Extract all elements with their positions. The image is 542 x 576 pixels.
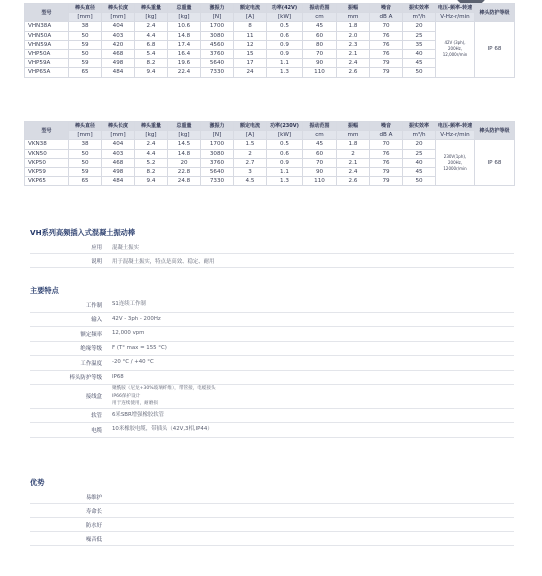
spec-table-vk-header xyxy=(25,122,515,131)
row-label: 输入 xyxy=(91,317,102,324)
value-cell: 70 xyxy=(303,49,337,58)
features-row xyxy=(30,313,514,328)
value-cell: 110 xyxy=(303,177,337,186)
value-cell: 59 xyxy=(69,40,102,49)
value-cell: 59 xyxy=(69,167,102,176)
value-cell: 7330 xyxy=(201,68,234,77)
value-cell: 70 xyxy=(370,22,403,31)
unit-cell: [A] xyxy=(234,131,267,140)
row-value: 用于混凝土振实，特点是高效、稳定、耐用 xyxy=(112,258,215,265)
column-header: 棒头防护等级 xyxy=(475,122,515,140)
column-header: 振动范围 xyxy=(303,122,337,131)
value-cell: 50 xyxy=(69,158,102,167)
value-cell: 45 xyxy=(403,167,436,176)
column-header: 棒头长度 xyxy=(102,122,135,131)
unit-cell: [mm] xyxy=(102,13,135,22)
column-header: 总重量 xyxy=(168,122,201,131)
value-cell: 8.2 xyxy=(135,167,168,176)
row-value xyxy=(112,374,124,382)
value-cell: 11 xyxy=(234,31,267,40)
table-row xyxy=(25,22,515,31)
value-cell: 1700 xyxy=(201,22,234,31)
value-cell: 70 xyxy=(303,158,337,167)
column-header: 额定电流 xyxy=(234,4,267,13)
unit-cell: dB A xyxy=(370,131,403,140)
features-list xyxy=(30,298,514,438)
row-value: 混凝土振实 xyxy=(112,244,139,251)
value-cell: 70 xyxy=(370,140,403,149)
column-header: 噪音 xyxy=(370,122,403,131)
row-label: 绝缘等级 xyxy=(80,346,102,353)
value-cell: 0.6 xyxy=(267,31,303,40)
value-cell: 3760 xyxy=(201,49,234,58)
product-info xyxy=(30,240,514,268)
value-cell: 60 xyxy=(303,149,337,158)
row-label: 工作制 xyxy=(85,302,102,309)
model-cell: VKP50 xyxy=(25,158,69,167)
row-label: 电缆 xyxy=(91,427,102,434)
column-header: 棒头重量 xyxy=(135,4,168,13)
value-cell: 90 xyxy=(303,167,337,176)
value-cell: 1.8 xyxy=(337,22,370,31)
value-cell: 2 xyxy=(234,149,267,158)
unit-cell: [kg] xyxy=(168,13,201,22)
unit-cell: [mm] xyxy=(69,13,102,22)
row-value xyxy=(112,330,144,338)
unit-cell: cm xyxy=(303,13,337,22)
voltage-line: 42V (3ph), xyxy=(444,40,466,46)
value-cell: 25 xyxy=(403,31,436,40)
value-cell: 2.1 xyxy=(337,49,370,58)
value-line: IP66保护设计 xyxy=(112,393,141,399)
value-cell: 2.6 xyxy=(337,177,370,186)
value-cell: 35 xyxy=(403,40,436,49)
value-cell: 2 xyxy=(337,149,370,158)
voltage-line: 12000r/min xyxy=(443,165,467,171)
column-header: 棒头长度 xyxy=(102,4,135,13)
value-cell: 40 xyxy=(403,49,436,58)
value-cell: 50 xyxy=(69,149,102,158)
value-cell: 2.4 xyxy=(337,167,370,176)
value-cell: 79 xyxy=(370,68,403,77)
value-cell: 14.8 xyxy=(168,31,201,40)
model-cell: VHP65A xyxy=(25,68,69,77)
features-row xyxy=(30,409,514,424)
voltage-frequency-cell xyxy=(436,140,475,186)
unit-cell: [kW] xyxy=(267,13,303,22)
value-cell: 38 xyxy=(69,140,102,149)
value-line: 10米橡胶电缆，带插头（42V,3相,IP44） xyxy=(112,426,213,432)
model-cell: VKP59 xyxy=(25,167,69,176)
column-header: 功率(230V) xyxy=(267,122,303,131)
column-header: 棒头直径 xyxy=(69,122,102,131)
voltage-line: 200Hz, xyxy=(447,46,462,52)
voltage-line: 230V(1ph), xyxy=(443,153,467,159)
value-cell: 3080 xyxy=(201,31,234,40)
value-cell: 4.4 xyxy=(135,31,168,40)
row-value xyxy=(112,345,167,353)
unit-cell: V-Hz-r/min xyxy=(436,131,475,140)
value-cell: 1.1 xyxy=(267,167,303,176)
unit-cell: dB A xyxy=(370,13,403,22)
unit-cell: [N] xyxy=(201,13,234,22)
row-label: 噪音低 xyxy=(85,536,102,543)
value-cell: 16.4 xyxy=(168,49,201,58)
column-header: 型号 xyxy=(25,122,69,140)
value-cell: 1.3 xyxy=(267,177,303,186)
advantages-row xyxy=(30,532,514,546)
unit-cell: [kg] xyxy=(135,13,168,22)
advantages-row xyxy=(30,504,514,518)
row-value xyxy=(112,426,213,434)
value-cell: 8.2 xyxy=(135,59,168,68)
value-cell: 2.0 xyxy=(337,31,370,40)
column-header: 激振力 xyxy=(201,4,234,13)
column-header: 振幅 xyxy=(337,4,370,13)
value-cell: 76 xyxy=(370,49,403,58)
column-header: 电压-频率-转速 xyxy=(436,122,475,131)
spec-table-vh-header xyxy=(25,4,515,13)
voltage-frequency-cell xyxy=(436,22,475,77)
value-line: IP68 xyxy=(112,373,124,380)
voltage-line: 12,000r/min xyxy=(442,52,468,58)
unit-cell: [mm] xyxy=(69,131,102,140)
value-cell: 9.4 xyxy=(135,177,168,186)
unit-cell: [A] xyxy=(234,13,267,22)
value-cell: 3 xyxy=(234,167,267,176)
value-cell: 2.4 xyxy=(135,22,168,31)
voltage-line: 200Hz, xyxy=(447,159,462,165)
value-cell: 5640 xyxy=(201,167,234,176)
value-cell: 403 xyxy=(102,149,135,158)
value-line: 聚酰胺（尼龙+30%玻璃纤维），带管接，电缆接头 xyxy=(112,386,216,391)
value-cell: 40 xyxy=(403,158,436,167)
value-cell: 76 xyxy=(370,31,403,40)
row-label: 说明 xyxy=(91,258,102,265)
unit-cell: m³/h xyxy=(403,13,436,22)
value-cell: 8 xyxy=(234,22,267,31)
features-row xyxy=(30,385,514,409)
value-cell: 6.8 xyxy=(135,40,168,49)
unit-cell: V-Hz-r/min xyxy=(436,13,475,22)
row-label: 寿命长 xyxy=(85,508,102,515)
row-label: 棒头防护等级 xyxy=(69,375,102,382)
value-line: S1连续工作制 xyxy=(112,301,146,307)
value-cell: 38 xyxy=(69,22,102,31)
value-cell: 80 xyxy=(303,40,337,49)
value-cell: 1.5 xyxy=(234,140,267,149)
value-cell: 1.3 xyxy=(267,68,303,77)
column-header: 振实效率 xyxy=(403,122,436,131)
model-cell: VHN38A xyxy=(25,22,69,31)
value-line: 用于连续使用，耐磨损 xyxy=(112,401,158,406)
row-value xyxy=(112,301,146,309)
value-cell: 24 xyxy=(234,68,267,77)
value-cell: 50 xyxy=(403,177,436,186)
model-cell: VHP50A xyxy=(25,49,69,58)
row-label: 应用 xyxy=(91,244,102,251)
row-value xyxy=(112,385,216,408)
value-cell: 20 xyxy=(403,140,436,149)
value-cell: 90 xyxy=(303,59,337,68)
value-cell: 59 xyxy=(69,59,102,68)
value-cell: 76 xyxy=(370,149,403,158)
spec-table-vk xyxy=(24,121,515,186)
value-cell: 484 xyxy=(102,177,135,186)
value-cell: 15 xyxy=(234,49,267,58)
column-header: 激振力 xyxy=(201,122,234,131)
column-header: 振实效率 xyxy=(403,4,436,13)
model-cell: VHN59A xyxy=(25,40,69,49)
value-cell: 5.2 xyxy=(135,158,168,167)
column-header: 棒头直径 xyxy=(69,4,102,13)
model-cell: VHP59A xyxy=(25,59,69,68)
column-header: 电压-频率-转速 xyxy=(436,4,475,13)
value-cell: 20 xyxy=(168,158,201,167)
column-header: 总重量 xyxy=(168,4,201,13)
value-cell: 498 xyxy=(102,167,135,176)
row-label: 额定频率 xyxy=(80,331,102,338)
value-cell: 60 xyxy=(303,31,337,40)
value-cell: 9.4 xyxy=(135,68,168,77)
value-cell: 0.9 xyxy=(267,40,303,49)
value-cell: 76 xyxy=(370,158,403,167)
value-cell: 19.6 xyxy=(168,59,201,68)
unit-cell: m³/h xyxy=(403,131,436,140)
advantages-row xyxy=(30,490,514,504)
unit-cell: [kg] xyxy=(135,131,168,140)
product-row xyxy=(30,240,514,254)
value-cell: 1700 xyxy=(201,140,234,149)
value-cell: 1.8 xyxy=(337,140,370,149)
value-cell: 50 xyxy=(403,68,436,77)
value-cell: 76 xyxy=(370,40,403,49)
table-row xyxy=(25,140,515,149)
features-title: 主要特点 xyxy=(30,286,59,295)
column-header: 振动范围 xyxy=(303,4,337,13)
value-cell: 0.9 xyxy=(267,49,303,58)
value-cell: 0.5 xyxy=(267,140,303,149)
protection-cell: IP 68 xyxy=(475,22,515,77)
value-cell: 2.3 xyxy=(337,40,370,49)
value-line: F (T° max = 155 °C) xyxy=(112,344,167,351)
value-cell: 65 xyxy=(69,177,102,186)
value-cell: 1.1 xyxy=(267,59,303,68)
value-cell: 4.4 xyxy=(135,149,168,158)
column-header: 噪音 xyxy=(370,4,403,13)
value-cell: 22.4 xyxy=(168,68,201,77)
value-cell: 50 xyxy=(69,49,102,58)
value-cell: 3760 xyxy=(201,158,234,167)
advantages-title: 优势 xyxy=(30,478,45,487)
row-label: 工作温度 xyxy=(80,360,102,367)
value-cell: 17 xyxy=(234,59,267,68)
value-cell: 484 xyxy=(102,68,135,77)
value-cell: 45 xyxy=(303,22,337,31)
row-label: 易维护 xyxy=(85,494,102,501)
value-cell: 50 xyxy=(69,31,102,40)
value-cell: 2.7 xyxy=(234,158,267,167)
value-cell: 468 xyxy=(102,49,135,58)
row-value xyxy=(112,316,161,324)
model-cell: VKN50 xyxy=(25,149,69,158)
column-header: 功率(42V) xyxy=(267,4,303,13)
advantages-row xyxy=(30,518,514,532)
value-cell: 45 xyxy=(403,59,436,68)
unit-cell: [kW] xyxy=(267,131,303,140)
row-label: 防水好 xyxy=(85,522,102,529)
product-title: VH系列高频插入式混凝土振动棒 xyxy=(30,228,136,237)
unit-cell: mm xyxy=(337,131,370,140)
unit-cell: cm xyxy=(303,131,337,140)
value-cell: 3080 xyxy=(201,149,234,158)
value-cell: 10.6 xyxy=(168,22,201,31)
value-cell: 7330 xyxy=(201,177,234,186)
value-cell: 25 xyxy=(403,149,436,158)
value-cell: 22.8 xyxy=(168,167,201,176)
value-line: 12,000 vpm xyxy=(112,330,145,336)
value-cell: 110 xyxy=(303,68,337,77)
value-cell: 45 xyxy=(303,140,337,149)
value-cell: 5640 xyxy=(201,59,234,68)
column-header: 棒头重量 xyxy=(135,122,168,131)
features-row xyxy=(30,371,514,386)
protection-cell: IP 68 xyxy=(475,140,515,186)
value-cell: 4560 xyxy=(201,40,234,49)
value-cell: 79 xyxy=(370,167,403,176)
column-header: 棒头防护等级 xyxy=(475,4,515,22)
value-cell: 2.6 xyxy=(337,68,370,77)
value-cell: 498 xyxy=(102,59,135,68)
spec-table-vh-units xyxy=(25,13,515,22)
advantages-list xyxy=(30,490,514,546)
value-line: 42V - 3ph - 200Hz xyxy=(112,315,161,322)
value-cell: 14.5 xyxy=(168,140,201,149)
value-cell: 5.4 xyxy=(135,49,168,58)
unit-cell: [kg] xyxy=(168,131,201,140)
value-cell: 2.1 xyxy=(337,158,370,167)
value-cell: 0.9 xyxy=(267,158,303,167)
value-cell: 20 xyxy=(403,22,436,31)
value-cell: 468 xyxy=(102,158,135,167)
spec-table-vk-units xyxy=(25,131,515,140)
product-row xyxy=(30,254,514,268)
row-label: 接线盒 xyxy=(85,394,102,401)
value-cell: 79 xyxy=(370,177,403,186)
value-cell: 404 xyxy=(102,22,135,31)
value-cell: 2.4 xyxy=(135,140,168,149)
model-cell: VHN50A xyxy=(25,31,69,40)
column-header: 型号 xyxy=(25,4,69,22)
value-cell: 0.5 xyxy=(267,22,303,31)
model-cell: VKP65 xyxy=(25,177,69,186)
value-cell: 420 xyxy=(102,40,135,49)
value-cell: 404 xyxy=(102,140,135,149)
row-value xyxy=(112,359,154,367)
model-cell: VKN38 xyxy=(25,140,69,149)
unit-cell: [N] xyxy=(201,131,234,140)
value-cell: 24.8 xyxy=(168,177,201,186)
column-header: 额定电流 xyxy=(234,122,267,131)
value-cell: 14.8 xyxy=(168,149,201,158)
value-cell: 2.4 xyxy=(337,59,370,68)
features-row xyxy=(30,342,514,357)
features-row xyxy=(30,298,514,313)
spec-table-vh xyxy=(24,3,515,78)
value-line: -20 °C / +40 °C xyxy=(112,359,154,365)
row-label: 软管 xyxy=(91,413,102,420)
value-cell: 403 xyxy=(102,31,135,40)
value-cell: 4.5 xyxy=(234,177,267,186)
value-cell: 79 xyxy=(370,59,403,68)
row-value xyxy=(112,412,164,420)
value-cell: 12 xyxy=(234,40,267,49)
unit-cell: mm xyxy=(337,13,370,22)
features-row xyxy=(30,327,514,342)
unit-cell: [mm] xyxy=(102,131,135,140)
value-cell: 65 xyxy=(69,68,102,77)
value-cell: 0.6 xyxy=(267,149,303,158)
features-row xyxy=(30,356,514,371)
value-line: 6米SBR增强橡胶软管 xyxy=(112,411,165,418)
column-header: 振幅 xyxy=(337,122,370,131)
features-row xyxy=(30,423,514,438)
value-cell: 17.4 xyxy=(168,40,201,49)
